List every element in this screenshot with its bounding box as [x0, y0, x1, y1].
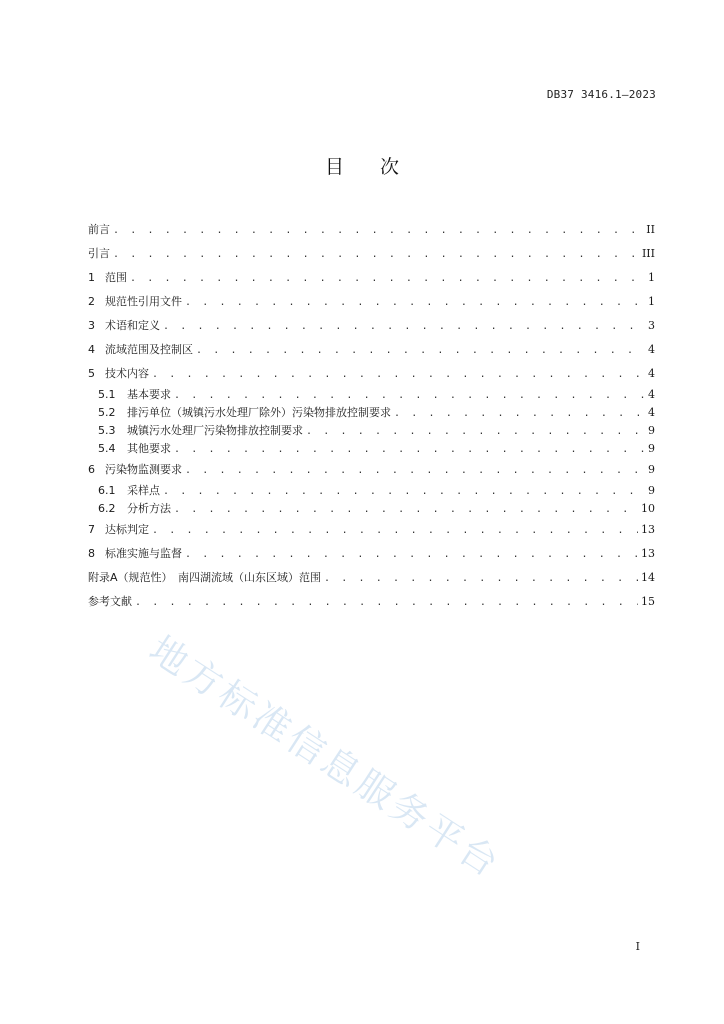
toc-leader-dots	[185, 459, 645, 483]
page-number: I	[635, 940, 640, 953]
toc-entry[interactable]	[88, 566, 655, 590]
toc-entry-title	[88, 290, 182, 314]
toc-entry[interactable]	[88, 314, 655, 338]
toc-entry[interactable]	[88, 518, 655, 542]
toc-entry[interactable]	[88, 362, 655, 386]
toc-leader-dots	[174, 441, 645, 459]
toc-leader-dots	[394, 405, 645, 423]
toc-leader-dots	[135, 591, 638, 615]
toc-entry-label: 分析方法	[127, 502, 171, 515]
toc-entry-page: 4	[648, 388, 655, 401]
toc-entry-label: 附录A（规范性） 南四湖流域（山东区域）范围	[88, 571, 322, 584]
toc-entry-number: 6.2	[98, 502, 116, 515]
toc-entry-page: 4	[648, 406, 655, 419]
toc-leader-dots	[174, 387, 645, 405]
toc-leader-dots	[185, 543, 638, 567]
toc-leader-dots	[174, 501, 638, 519]
toc-leader-dots	[163, 483, 645, 501]
toc-leader-dots	[152, 519, 638, 543]
toc-entry-label: 范围	[105, 271, 127, 284]
toc-entry-page: 13	[641, 523, 655, 536]
toc-entry-page: 9	[648, 424, 655, 437]
toc-leader-dots	[306, 423, 645, 441]
toc-entry-title	[88, 242, 110, 266]
toc-leader-dots	[196, 339, 645, 363]
toc-entry-page: 1	[648, 271, 655, 284]
toc-entry-title	[88, 458, 182, 482]
toc-entry-label: 标准实施与监督	[105, 547, 182, 560]
toc-entry[interactable]	[88, 500, 655, 518]
toc-entry-title	[98, 404, 391, 422]
table-of-contents	[88, 218, 655, 614]
toc-entry-number: 4	[88, 343, 95, 356]
toc-entry-number: 5.3	[98, 424, 116, 437]
toc-entry-label: 技术内容	[105, 367, 149, 380]
toc-entry-number: 5.4	[98, 442, 116, 455]
toc-leader-dots	[113, 219, 643, 243]
toc-entry-title	[98, 440, 171, 458]
watermark: 地方标准信息服务平台	[141, 627, 509, 887]
toc-entry-page: II	[646, 223, 655, 236]
toc-entry-title	[88, 338, 193, 362]
toc-entry-number: 2	[88, 295, 95, 308]
toc-entry-number: 8	[88, 547, 95, 560]
toc-entry-title	[88, 542, 182, 566]
toc-entry[interactable]	[88, 458, 655, 482]
document-code: DB37 3416.1—2023	[546, 88, 656, 101]
toc-entry[interactable]	[88, 218, 655, 242]
toc-entry[interactable]	[88, 440, 655, 458]
toc-entry-label: 城镇污水处理厂污染物排放控制要求	[127, 424, 303, 437]
toc-entry-title	[98, 422, 303, 440]
toc-entry[interactable]	[88, 422, 655, 440]
toc-leader-dots	[324, 567, 638, 591]
toc-entry-label: 排污单位（城镇污水处理厂除外）污染物排放控制要求	[127, 406, 391, 419]
toc-entry-page: 13	[641, 547, 655, 560]
toc-entry-number: 1	[88, 271, 95, 284]
toc-entry-title	[88, 362, 149, 386]
toc-entry-label: 采样点	[127, 484, 160, 497]
page-title: 目次	[324, 156, 435, 178]
toc-entry-number: 5	[88, 367, 95, 380]
toc-entry-number: 5.1	[98, 388, 116, 401]
toc-entry-title	[98, 386, 171, 404]
toc-entry-number: 5.2	[98, 406, 116, 419]
toc-leader-dots	[152, 363, 645, 387]
toc-entry-label: 规范性引用文件	[105, 295, 182, 308]
toc-entry-number: 6	[88, 463, 95, 476]
toc-entry-page: 1	[648, 295, 655, 308]
toc-entry[interactable]	[88, 404, 655, 422]
toc-entry-number: 3	[88, 319, 95, 332]
toc-entry-page: 10	[641, 502, 655, 515]
toc-entry-page: 4	[648, 367, 655, 380]
toc-leader-dots	[185, 291, 645, 315]
toc-entry-label: 达标判定	[105, 523, 149, 536]
toc-entry-number: 6.1	[98, 484, 116, 497]
toc-entry-page: 9	[648, 484, 655, 497]
toc-entry[interactable]	[88, 590, 655, 614]
toc-leader-dots	[130, 267, 645, 291]
toc-entry-page: 9	[648, 442, 655, 455]
toc-entry-page: 4	[648, 343, 655, 356]
toc-entry-label: 参考文献	[88, 595, 132, 608]
toc-entry-page: 9	[648, 463, 655, 476]
toc-entry-label: 前言	[88, 223, 110, 236]
toc-entry-label: 基本要求	[127, 388, 171, 401]
toc-entry-title	[88, 590, 132, 614]
toc-entry-title	[88, 314, 160, 338]
toc-entry[interactable]	[88, 290, 655, 314]
toc-entry-label: 其他要求	[127, 442, 171, 455]
toc-entry-title	[88, 566, 321, 590]
toc-entry[interactable]	[88, 482, 655, 500]
toc-entry-title	[88, 266, 127, 290]
toc-entry-label: 术语和定义	[105, 319, 160, 332]
toc-entry-label: 污染物监测要求	[105, 463, 182, 476]
toc-entry[interactable]	[88, 386, 655, 404]
toc-leader-dots	[163, 315, 645, 339]
toc-entry-title	[98, 482, 160, 500]
toc-entry-page: 15	[641, 595, 655, 608]
toc-entry-page: 14	[641, 571, 655, 584]
toc-entry-page: III	[641, 247, 655, 260]
toc-entry[interactable]	[88, 542, 655, 566]
toc-entry-title	[98, 500, 171, 518]
toc-entry[interactable]	[88, 242, 655, 266]
toc-entry[interactable]	[88, 338, 655, 362]
toc-entry[interactable]	[88, 266, 655, 290]
toc-entry-number: 7	[88, 523, 95, 536]
toc-entry-title	[88, 518, 149, 542]
toc-entry-label: 引言	[88, 247, 110, 260]
toc-entry-page: 3	[648, 319, 655, 332]
toc-leader-dots	[113, 243, 639, 267]
toc-entry-title	[88, 218, 110, 242]
toc-entry-label: 流域范围及控制区	[105, 343, 193, 356]
